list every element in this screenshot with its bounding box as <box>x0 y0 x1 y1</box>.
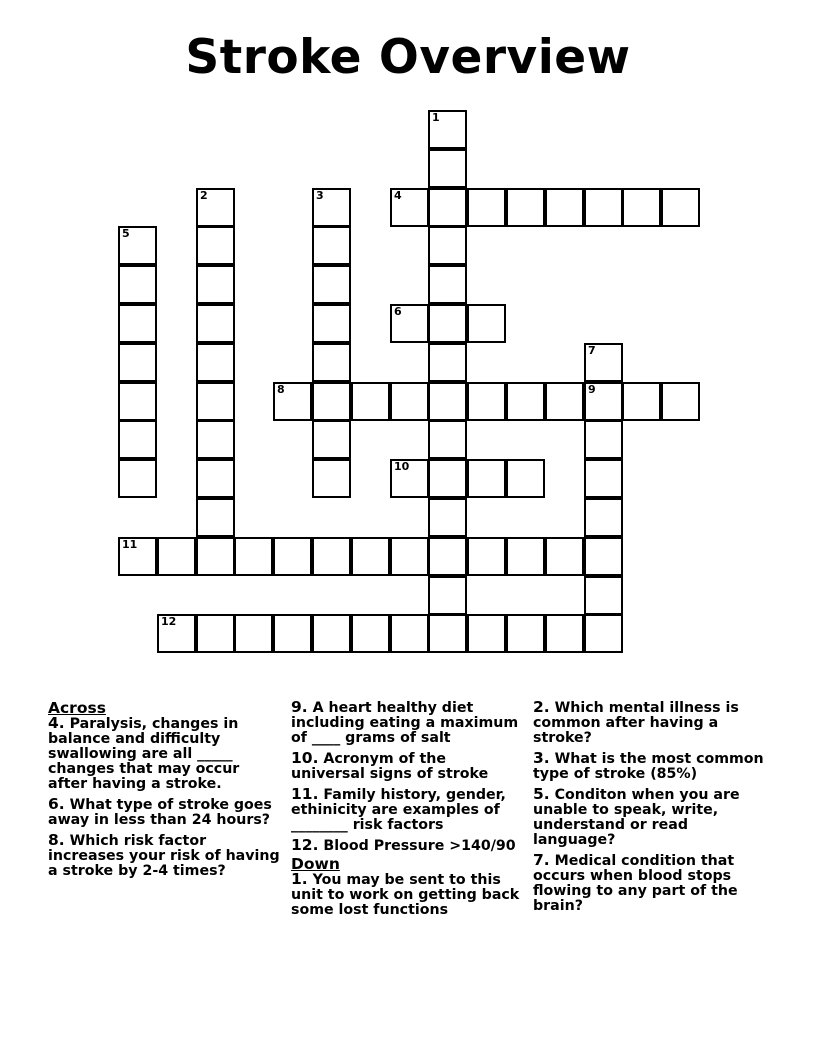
grid-cell[interactable] <box>196 265 235 304</box>
grid-cell[interactable] <box>157 537 196 576</box>
grid-cell[interactable] <box>506 382 545 421</box>
clue-across-6: 6. What type of stroke goes away in less than 24 hours? <box>48 795 272 828</box>
grid-cell[interactable] <box>467 304 506 343</box>
grid-cell[interactable] <box>196 537 235 576</box>
grid-cell[interactable] <box>622 382 661 421</box>
grid-cell[interactable] <box>390 614 429 653</box>
puzzle-title: Stroke Overview <box>185 30 631 85</box>
grid-cell[interactable] <box>196 459 235 498</box>
clue-across-11: 11. Family history, gender, ethinicity are examples of ________ risk factors <box>291 785 506 833</box>
grid-cell[interactable] <box>351 537 390 576</box>
clue-number: 5 <box>122 227 130 240</box>
grid-cell[interactable] <box>118 343 157 382</box>
grid-cell[interactable] <box>196 420 235 459</box>
grid-cell[interactable] <box>273 382 312 421</box>
grid-cell[interactable] <box>390 188 429 227</box>
grid-cell[interactable] <box>428 382 467 421</box>
grid-cell[interactable] <box>467 382 506 421</box>
grid-cell[interactable] <box>428 459 467 498</box>
grid-cell[interactable] <box>428 343 467 382</box>
clue-column-2 <box>291 700 523 923</box>
grid-cell[interactable] <box>234 614 273 653</box>
across-heading: Across <box>48 699 106 717</box>
grid-cell[interactable] <box>312 459 351 498</box>
grid-cell[interactable] <box>428 149 467 188</box>
grid-cell[interactable] <box>312 304 351 343</box>
grid-cell[interactable] <box>196 382 235 421</box>
clue-column-3 <box>533 700 768 919</box>
grid-cell[interactable] <box>428 110 467 149</box>
grid-cell[interactable] <box>467 459 506 498</box>
grid-cell[interactable] <box>196 188 235 227</box>
grid-cell[interactable] <box>467 614 506 653</box>
grid-cell[interactable] <box>196 614 235 653</box>
clue-number: 3 <box>316 189 324 202</box>
grid-cell[interactable] <box>196 343 235 382</box>
clue-across-4: 4. Paralysis, changes in balance and difficulty swallowing are all _____ changes that may occur after having a stroke. <box>48 714 240 792</box>
grid-cell[interactable] <box>622 188 661 227</box>
grid-cell[interactable] <box>312 614 351 653</box>
clue-across-8: 8. Which risk factor increases your risk of having a stroke by 2-4 times? <box>48 831 280 879</box>
grid-cell[interactable] <box>390 537 429 576</box>
grid-cell[interactable] <box>312 226 351 265</box>
grid-cell[interactable] <box>428 537 467 576</box>
grid-cell[interactable] <box>428 420 467 459</box>
clue-across-10: 10. Acronym of the universal signs of stroke <box>291 749 489 782</box>
grid-cell[interactable] <box>312 420 351 459</box>
grid-cell[interactable] <box>390 382 429 421</box>
grid-cell[interactable] <box>428 614 467 653</box>
grid-cell[interactable] <box>428 576 467 615</box>
clue-number: 8 <box>277 383 285 396</box>
grid-cell[interactable] <box>312 265 351 304</box>
grid-cell[interactable] <box>118 226 157 265</box>
clue-number: 11 <box>122 538 138 551</box>
clue-across-9: 9. A heart healthy diet including eating a maximum of ____ grams of salt <box>291 698 519 746</box>
grid-cell[interactable] <box>584 614 623 653</box>
grid-cell[interactable] <box>273 614 312 653</box>
grid-cell[interactable] <box>428 226 467 265</box>
grid-cell[interactable] <box>118 265 157 304</box>
clue-number: 7 <box>588 344 596 357</box>
grid-cell[interactable] <box>196 498 235 537</box>
clue-number: 4 <box>394 189 402 202</box>
grid-cell[interactable] <box>545 614 584 653</box>
grid-cell[interactable] <box>584 420 623 459</box>
grid-cell[interactable] <box>467 188 506 227</box>
clue-down-1: 1. You may be sent to this unit to work on getting back some lost functions <box>291 870 520 918</box>
clue-number: 10 <box>394 460 410 473</box>
grid-cell[interactable] <box>312 343 351 382</box>
grid-cell[interactable] <box>118 382 157 421</box>
grid-cell[interactable] <box>506 188 545 227</box>
clue-column-1 <box>48 700 280 884</box>
grid-cell[interactable] <box>545 382 584 421</box>
grid-cell[interactable] <box>428 304 467 343</box>
grid-cell[interactable] <box>351 382 390 421</box>
grid-cell[interactable] <box>234 537 273 576</box>
grid-cell[interactable] <box>118 304 157 343</box>
grid-cell[interactable] <box>312 382 351 421</box>
grid-cell[interactable] <box>196 304 235 343</box>
grid-cell[interactable] <box>467 537 506 576</box>
clue-down-7: 7. Medical condition that occurs when blood stops flowing to any part of the brain? <box>533 851 738 914</box>
grid-cell[interactable] <box>312 188 351 227</box>
grid-cell[interactable] <box>273 537 312 576</box>
grid-cell[interactable] <box>584 576 623 615</box>
grid-cell[interactable] <box>584 537 623 576</box>
clue-down-5: 5. Conditon when you are unable to speak, write, understand or read language? <box>533 785 740 848</box>
grid-cell[interactable] <box>428 498 467 537</box>
clue-number: 6 <box>394 305 402 318</box>
grid-cell[interactable] <box>545 188 584 227</box>
grid-cell[interactable] <box>390 304 429 343</box>
grid-cell[interactable] <box>584 188 623 227</box>
grid-cell[interactable] <box>506 614 545 653</box>
clue-down-2: 2. Which mental illness is common after having a stroke? <box>533 698 739 746</box>
clue-number: 2 <box>200 189 208 202</box>
grid-cell[interactable] <box>545 537 584 576</box>
clue-number: 1 <box>432 111 440 124</box>
grid-cell[interactable] <box>196 226 235 265</box>
grid-cell[interactable] <box>661 382 700 421</box>
grid-cell[interactable] <box>506 459 545 498</box>
grid-cell[interactable] <box>428 265 467 304</box>
grid-cell[interactable] <box>390 459 429 498</box>
grid-cell[interactable] <box>584 459 623 498</box>
grid-cell[interactable] <box>506 537 545 576</box>
down-heading: Down <box>291 855 340 873</box>
grid-cell[interactable] <box>351 614 390 653</box>
clue-number: 12 <box>161 615 177 628</box>
grid-cell[interactable] <box>584 382 623 421</box>
grid-cell[interactable] <box>118 459 157 498</box>
grid-cell[interactable] <box>584 343 623 382</box>
grid-cell[interactable] <box>118 537 157 576</box>
grid-cell[interactable] <box>584 498 623 537</box>
grid-cell[interactable] <box>118 420 157 459</box>
grid-cell[interactable] <box>312 537 351 576</box>
clue-down-3: 3. What is the most common type of stroke (85%) <box>533 749 764 782</box>
grid-cell[interactable] <box>428 188 467 227</box>
grid-cell[interactable] <box>661 188 700 227</box>
clue-number: 9 <box>588 383 596 396</box>
grid-cell[interactable] <box>157 614 196 653</box>
clue-across-12: 12. Blood Pressure >140/90 <box>291 836 516 854</box>
